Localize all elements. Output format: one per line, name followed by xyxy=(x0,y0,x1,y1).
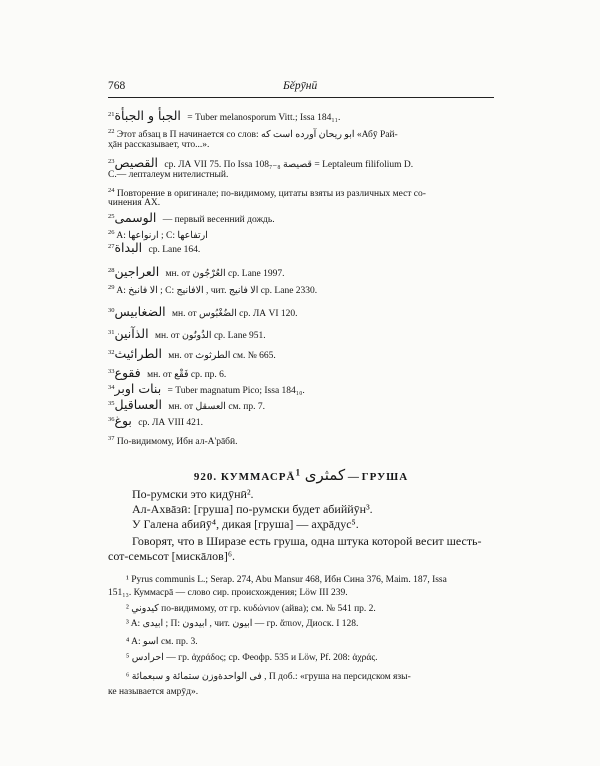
footnote-number: 23 xyxy=(108,158,115,165)
running-header xyxy=(108,80,494,96)
footnote-text: = Tuber melanosporum Vitt.; Issa 184₁₁. xyxy=(184,113,341,124)
footnote-number: 31 xyxy=(108,329,115,336)
footnote-text: = Tuber magnatum Pico; Issa 184₁₀. xyxy=(165,386,305,397)
footnote-arabic: فقوع xyxy=(114,365,145,381)
header-rule xyxy=(108,97,494,98)
footnote-number: 30 xyxy=(108,307,115,314)
footnote-number: 34 xyxy=(108,384,115,391)
footnote-text: мн. от فَقْع ср. пр. 6. xyxy=(144,370,227,381)
footnote-number: 33 xyxy=(108,368,115,375)
footnote-text: С.— лептaлеум нителистный. xyxy=(108,170,229,180)
footnote-bottom-6: ⁶ فى الواحدةوزن ستمائة و سبعمائة , П доб.: «груша на персидском язы- xyxy=(126,672,411,682)
footnote-number: 25 xyxy=(108,213,115,220)
footnote-text: мн. от العسقل см. пр. 7. xyxy=(165,402,265,413)
footnote-bottom-1: 151₁₃. Куммасрā — слово сир. происхождения; Löw III 239. xyxy=(108,588,348,598)
footnote-text: A: ارنواعها ; C: ارتفاعها xyxy=(114,231,208,242)
entry-meaning: — ГРУША xyxy=(347,471,409,483)
footnote-text: — первый весенний дождь. xyxy=(160,215,275,226)
footnote-top-0 xyxy=(108,108,494,125)
footnote-number: 29 xyxy=(108,284,115,291)
footnote-top-10 xyxy=(108,264,494,281)
footnote-text: A: الا فانبخ ; C: الافانيج , чит. الا فانيج ср. Lane 2330. xyxy=(114,286,318,297)
footnote-bottom-4: ⁴ A: اسو см. пр. 3. xyxy=(126,637,198,647)
footnote-top-13 xyxy=(108,326,494,343)
footnote-number: 22 xyxy=(108,128,115,135)
footnote-text: Повторение в оригинале; по-видимому, цитаты взяты из различных мест со- xyxy=(114,189,426,200)
footnote-top-4 xyxy=(108,169,494,182)
footnote-top-18 xyxy=(108,413,494,430)
footnote-arabic: البداة xyxy=(114,240,147,256)
body-line-1: Ал-Ахвāзӣ: [груша] по-румски будет абиййӯн³. xyxy=(132,502,373,516)
footnote-arabic: الوسمى xyxy=(114,210,161,226)
footnote-bottom-2: ² كيدوني по-видимому, от гр. κυδώνιον (айва); см. № 541 пр. 2. xyxy=(126,604,376,614)
footnote-arabic: الذآنين xyxy=(114,326,153,342)
footnote-number: 35 xyxy=(108,400,115,407)
footnote-number: 28 xyxy=(108,267,115,274)
entry-number: 920. xyxy=(193,471,218,483)
entry-title-sup: 1 xyxy=(295,467,302,478)
footnote-bottom-5: ⁵ احرادس — гр. ἀχράδος; ср. Феофр. 535 и Löw, Pf. 208: ἀχράς. xyxy=(126,653,378,663)
body-line-4: сот-семьсот [мискāлов]⁶. xyxy=(108,549,236,563)
footnote-top-15 xyxy=(108,365,494,382)
footnote-text: ср. Lane 164. xyxy=(146,245,201,256)
footnote-arabic: العساقيل xyxy=(114,397,166,413)
footnote-top-17 xyxy=(108,397,494,414)
footnote-bottom-3: ³ A: ابيدى ; П: ابيدون , чит. ابيون — гр. ἄπιον, Диоск. I 128. xyxy=(126,619,359,629)
footnote-arabic: الضغابيس xyxy=(114,304,170,320)
footnote-bottom-0: ¹ Pyrus communis L.; Serap. 274, Abu Mansur 468, Ибн Сина 376, Maim. 187, Issa xyxy=(126,575,447,585)
footnote-arabic: الطرائيث xyxy=(114,346,166,362)
footnote-text: мн. от الذُونُون ср. Lane 951. xyxy=(152,331,266,342)
footnote-top-9 xyxy=(108,240,494,257)
footnote-number: 37 xyxy=(108,435,115,442)
footnote-number: 27 xyxy=(108,243,115,250)
body-line-0: По-румски это кидӯнӣ². xyxy=(132,487,254,501)
entry-heading xyxy=(108,466,494,484)
footnote-top-11 xyxy=(108,281,494,298)
footnote-text: ҳāн рассказывает, что...». xyxy=(108,140,210,150)
footnote-arabic: بنات اوبر xyxy=(114,381,166,397)
footnote-number: 36 xyxy=(108,416,115,423)
footnote-number: 26 xyxy=(108,229,115,236)
footnote-text: мн. от الضُغْبُوس ср. ЛА VI 120. xyxy=(169,309,298,320)
footnote-top-12 xyxy=(108,304,494,321)
footnote-arabic: العراجين xyxy=(114,264,164,280)
footnote-number: 32 xyxy=(108,349,115,356)
footnote-text: По-видимому, Ибн ал-А'рāбӣ. xyxy=(114,437,238,448)
footnote-bottom-7: ке называется амрӯд». xyxy=(108,687,199,697)
body-line-2: У Галена абиӣӯ⁴, дикая [груша] — аҳрāдус⁵. xyxy=(132,517,359,531)
footnote-text: мн. от الطرثوث см. № 665. xyxy=(165,351,276,362)
page-number: 768 xyxy=(108,80,126,92)
entry-title-ru: КУММАСРĀ xyxy=(220,471,296,483)
body-line-3: Говорят, что в Ширазе есть груша, одна штука которой весит шесть- xyxy=(132,534,482,548)
footnote-text: чинения АХ. xyxy=(108,198,161,208)
footnote-top-14 xyxy=(108,346,494,363)
footnote-arabic: بوغ xyxy=(114,413,136,429)
footnote-number: 21 xyxy=(108,111,115,118)
footnote-number: 24 xyxy=(108,187,115,194)
footnote-top-2 xyxy=(108,139,494,152)
footnote-text: Этот абзац в П начинается со слов: ابو ریحان آورده است که «Абӯ Рай- xyxy=(114,130,398,141)
footnote-text: ср. ЛА VIII 421. xyxy=(135,418,203,429)
running-title: Бӗрӯнӣ xyxy=(283,80,318,92)
footnote-top-16 xyxy=(108,381,494,398)
footnote-text: мн. от العُرْجُون ср. Lane 1997. xyxy=(163,269,285,280)
footnote-text: ср. ЛА VII 75. По Issa 108₇₋₈ قصيصة = Leptaleum filifolium D. xyxy=(162,160,414,171)
footnote-top-19 xyxy=(108,432,494,449)
entry-title-ar: كمثرى xyxy=(304,466,346,484)
footnote-top-6 xyxy=(108,197,494,210)
footnote-arabic: القصيص xyxy=(114,155,163,171)
footnote-top-7 xyxy=(108,210,494,227)
footnote-arabic: الجبأ و الجبأة xyxy=(114,108,185,124)
